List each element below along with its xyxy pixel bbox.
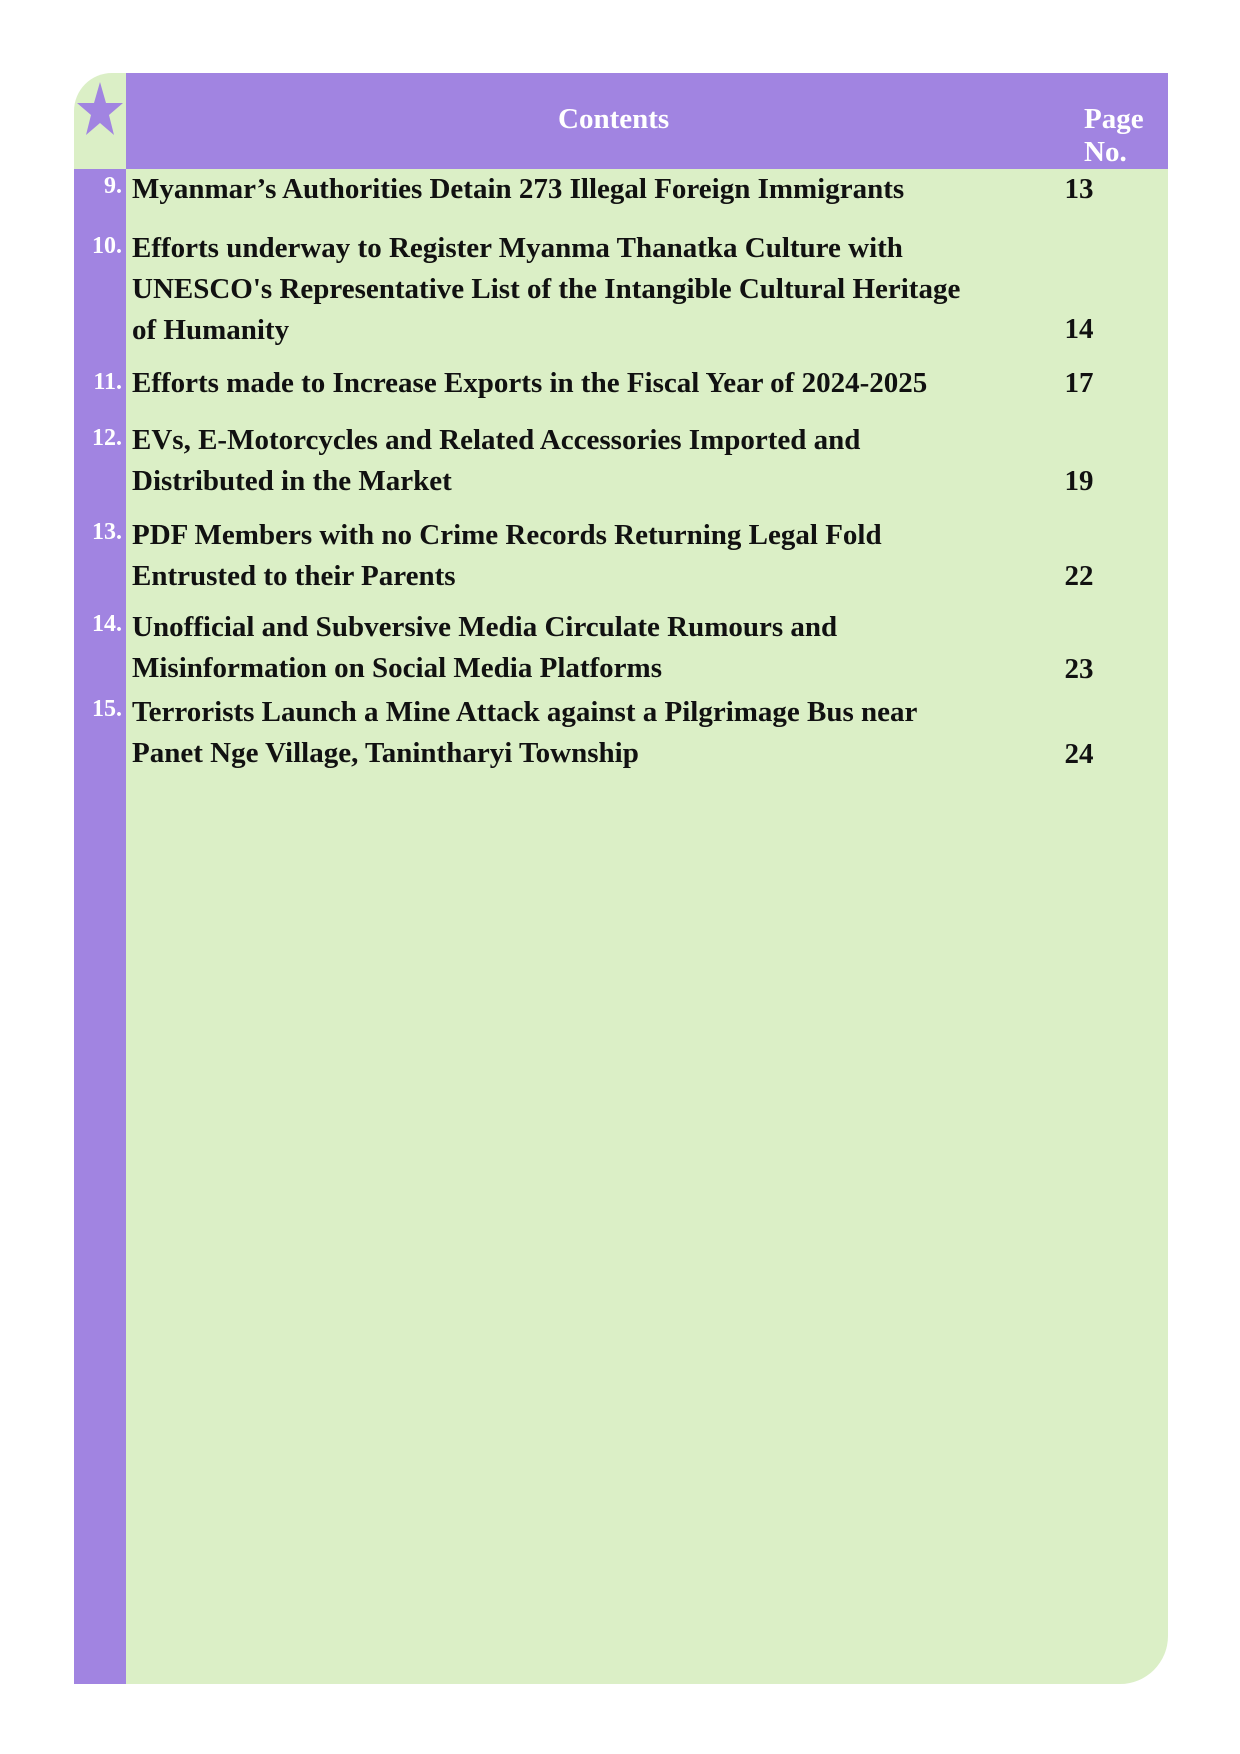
entry-title[interactable]: Terrorists Launch a Mine Attack against a Pilgrimage Bus near Panet Nge Village, Tanintharyi Township bbox=[132, 696, 917, 769]
entry-number: 12. bbox=[92, 425, 122, 451]
entry-page-number: 24 bbox=[1064, 738, 1094, 770]
entry-title[interactable]: Myanmar’s Authorities Detain 273 Illegal Foreign Immigrants bbox=[132, 173, 905, 205]
side-bar bbox=[74, 169, 126, 1684]
entry-page-number: 22 bbox=[1064, 560, 1094, 592]
entry-page-number: 19 bbox=[1064, 465, 1094, 497]
entry-number: 15. bbox=[92, 696, 122, 722]
header-bar bbox=[126, 73, 1168, 169]
entry-number: 13. bbox=[92, 519, 122, 545]
entry-page-number: 13 bbox=[1064, 173, 1094, 205]
entry-page-number: 14 bbox=[1064, 313, 1094, 345]
contents-panel bbox=[74, 73, 1168, 1684]
entry-number: 9. bbox=[104, 173, 122, 199]
entry-number: 10. bbox=[92, 233, 122, 259]
entry-number: 11. bbox=[93, 369, 122, 395]
entry-page-number: 17 bbox=[1064, 367, 1094, 399]
star-icon bbox=[76, 80, 124, 140]
entry-page-number: 23 bbox=[1064, 653, 1094, 685]
contents-heading: Contents bbox=[558, 103, 670, 135]
entry-title[interactable]: Efforts made to Increase Exports in the Fiscal Year of 2024-2025 bbox=[132, 367, 928, 399]
entry-title[interactable]: Efforts underway to Register Myanma Thanatka Culture with UNESCO's Representative List of the Intangible Cultural Heritage of Humanity bbox=[132, 232, 961, 346]
page-no-heading: Page No. bbox=[1084, 103, 1144, 168]
entry-title[interactable]: EVs, E-Motorcycles and Related Accessories Imported and Distributed in the Market bbox=[132, 424, 861, 497]
entry-number: 14. bbox=[92, 611, 122, 637]
entry-title[interactable]: PDF Members with no Crime Records Returning Legal Fold Entrusted to their Parents bbox=[132, 519, 882, 592]
entry-title[interactable]: Unofficial and Subversive Media Circulate Rumours and Misinformation on Social Media Platforms bbox=[132, 611, 838, 684]
